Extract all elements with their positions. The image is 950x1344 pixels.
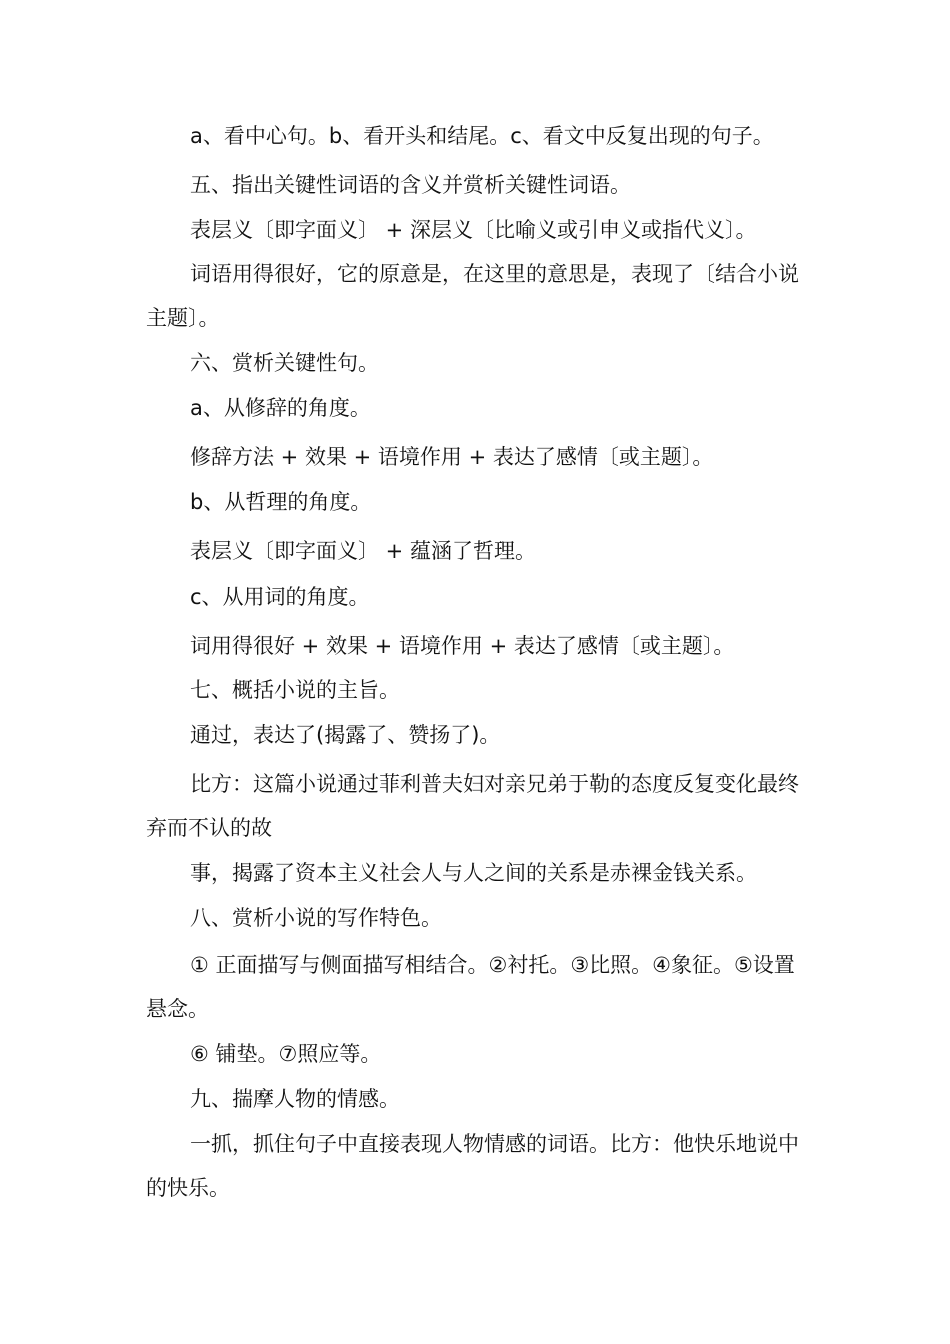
subheading-philosophy: b、从哲理的角度。: [190, 490, 372, 514]
paragraph-rhetoric-formula: 修辞方法 + 效果 + 语境作用 + 表达了感情〔或主题〕。: [190, 445, 714, 469]
heading-section-5: 五、指出关键性词语的含义并赏析关键性词语。: [190, 173, 631, 197]
heading-section-8: 八、赏析小说的写作特色。: [190, 906, 442, 930]
paragraph-philosophy-formula: 表层义〔即字面义〕 + 蕴涵了哲理。: [190, 539, 536, 563]
paragraph-example-part-2: 事，揭露了资本主义社会人与人之间的关系是赤裸金钱关系。: [190, 861, 757, 885]
paragraph-word-usage-template: 词语用得很好，它的原意是，在这里的意思是，表现了〔结合小说主题〕。: [146, 262, 799, 330]
paragraph-emotion-method-1: 一抓，抓住句子中直接表现人物情感的词语。比方：他快乐地说中的快乐。: [146, 1132, 799, 1200]
paragraph-theme-template: 通过，表达了(揭露了、赞扬了)。: [190, 723, 501, 747]
heading-section-9: 九、揣摩人物的情感。: [190, 1087, 400, 1111]
paragraph-example-part-1: 比方：这篇小说通过菲利普夫妇对亲兄弟于勒的态度反复变化最终弃而不认的故: [146, 772, 799, 840]
heading-section-6: 六、赏析关键性句。: [190, 351, 379, 375]
paragraph-word-meaning-formula: 表层义〔即字面义〕 + 深层义〔比喻义或引申义或指代义〕。: [190, 218, 757, 242]
paragraph-writing-features-continued: ⑥ 铺垫。⑦照应等。: [190, 1042, 382, 1066]
subheading-rhetoric: a、从修辞的角度。: [190, 396, 371, 420]
heading-section-7: 七、概括小说的主旨。: [190, 678, 400, 702]
paragraph-word-choice-formula: 词用得很好 + 效果 + 语境作用 + 表达了感情〔或主题〕。: [190, 634, 735, 658]
subheading-word-choice: c、从用词的角度。: [190, 585, 370, 609]
paragraph-main-idea-methods: a、看中心句。b、看开头和结尾。c、看文中反复出现的句子。: [190, 124, 774, 148]
paragraph-writing-features-list: ① 正面描写与侧面描写相结合。②衬托。③比照。④象征。⑤设置悬念。: [146, 953, 795, 1021]
